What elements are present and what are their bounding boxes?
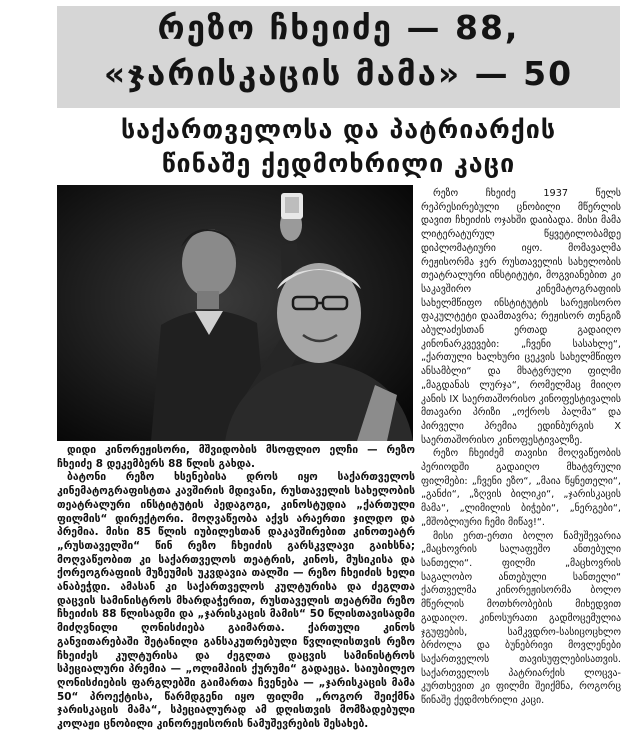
caption-paragraph-1: დიდი კინორეჟისორი, მშვიდობის მსოფლიო ელჩი — რეზო ჩხეიძე 8 დეკემბერს 88 წლის გახდა.	[57, 444, 415, 470]
article-paragraph-1: რეზო ჩხეიძე 1937 წელს რეპრესირებული ცნობილი მწერლის დავით ჩხეიძის ოჯახში დაიბადა. მისი მამა ლიტერატურულ წყვეტილობამდე დიპლომატიური იყო. მომავალმა რეჟისორმა ჯერ რუსთაველის სახელობის თეატრალური ინსტიტუტი, მოგვიანებით კი საკავშირო კინემატოგრაფიის სახელმწიფო ინსტიტუტის სარეჟისორო ფაკულტეტი დაამთავრა; რეჟისორ თენგიზ აბულაძესთან ერთად გადაიღო კინონარკვევები: „ჩვენი სასახლე“, „ქართული ხალხური ცეკვის სახელმწიფო ანსამბლი“ და მხატვრული ფილმი „მაგდანას ლურჯა“, რომელმაც მიიღო კანის IX საერთაშორისო კინოფესტივალის მთავარი პრიზი „ოქროს პალმა“ და პირველი პრემია ედინბურგის X საერთაშორისო კინოფესტივალზე.	[421, 188, 621, 446]
caption-paragraph-2: ბატონი რეზო ხსენებისა დროს იყო საქართველოს კინემატოგრაფისტთა კავშირის მდივანი, რუსთაველის სახელობის თეატრალური ინსტიტუტის პედაგოგი, კინოსტუდია „ქართული ფილმის“ დირექტორი. მოღვაწეობა აქვს არაერთი ჯილდო და პრემია. მისი 85 წლის იუბილესთან დაკავშირებით კინოთეატრ „რუსთაველში“ წინ რეზო ჩხეიძის გარსკვლავი გაიხსნა; მოღვაწეობით კი საქართველოს თეატრის, კინოს, მუსიკისა და ქორეოგრაფიის მუზეუმის უკვდავია თალში — რეზო ჩხეიძის ხელი ანაბეჭდი. ამასან კი საქართველოს კულტურისა და ძეგლთა დაცვის სამინისტროს მხარდაჭერით, რუსთაველის თეატრში რეზო ჩხეიძის 88 წლისადმი და „ჯარისკაცის მამის“ 50 წლისთავისადმი მიძღვნილი ღონისძიება გაიმართა. ქართული კინოს განვითარებაში შეტანილი განსაკუთრებული წვლილისთვის რეზო ჩხეიძეს კულტურისა და ძეგლთა დაცვის სამინისტროს სპეციალური პრემია — „ოლიმპიის ქურუმი“ გადაეცა. საიუბილეო ღონისძიების ფარგლებში გაიმართა ჩვენება — „ჯარისკაცის მამა 50“ პროექტისა, წარმდგენი იყო ფილმი „როგორ შეიქმნა ჯარისკაცის მამა“, სპეციალურად ამ დღისთვის მომზადებული კოლაჟი ცნობილი კინორეჟისორის ნამუშევრების შესახებ.	[57, 471, 415, 731]
subheadline-line-1: საქართველოსა და პატრიარქის	[120, 115, 557, 144]
article-column	[421, 187, 621, 708]
subheadline-line-2: წინაშე ქედმოხრილი კაცი	[161, 149, 516, 178]
photo-caption	[57, 444, 415, 732]
stage-photo	[57, 185, 413, 441]
article-paragraph-2: რეზო ჩხეიძემ თავისი მოღვაწეობის პერიოდში გადაიღო მხატვრული ფილმები: „ჩვენი ეზო“, „მაია წყნეთელი“, „განძი“, „ზღვის ბილიკი“, „ჯარისკაცის მამა“, „ლიმილის ბიჭები“, „ნერგები“, „მშობლიური ჩემი მიწავ!“.	[421, 448, 621, 528]
headline-line-2: «ჯარისკაცის მამა» — 50	[103, 54, 574, 93]
article-paragraph-3: მისი ერთ-ერთი ბოლო ნამუშევარია „მაცხოვრის სალაფეშო ანთებული სანთელი“. ფილმი „მაცხოვრის საგალობო ანთებული სანთელი“ ქართველმა კინორეჟისორმა ბოლო მწერლის მოთხრობების მიხედვით გადაიღო. კინოსურათი გადმოცემულია ჯგუფების, სამკვდრო-სასიცოცხლო ბრძოლა და ბუნებრივი მოვლენები საქართველოს თავისუფლებისათვის. საქართველოს პატრიარქის ლოცვა-კურთხევით კი ფილმი შეიქმნა, როგორც წინაშე ქედმოხრილი კაცი.	[421, 530, 621, 707]
stage-photo-illustration	[57, 185, 413, 441]
headline-line-1: რეზო ჩხეიძე — 88,	[157, 8, 520, 47]
